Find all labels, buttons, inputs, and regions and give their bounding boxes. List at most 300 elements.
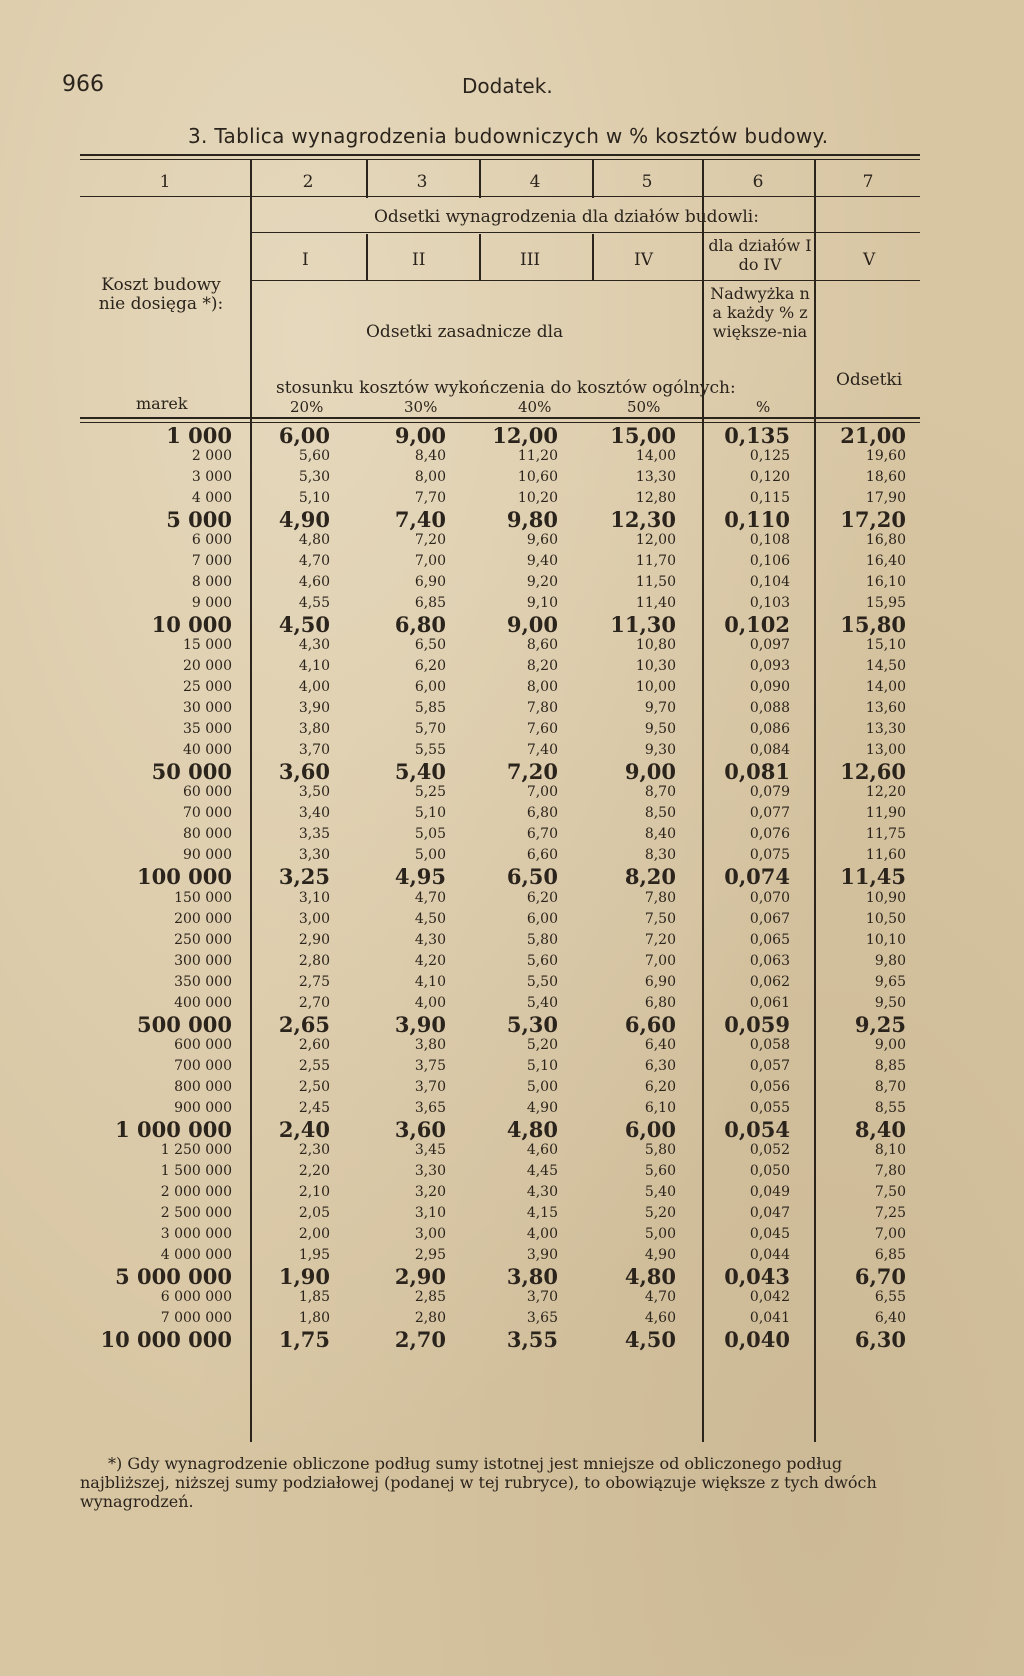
cell-surcharge: 0,081 bbox=[724, 759, 790, 785]
cell-div-i: 4,10 bbox=[298, 658, 330, 675]
cell-surcharge: 0,059 bbox=[724, 1011, 790, 1037]
cell-surcharge: 0,108 bbox=[749, 532, 790, 549]
cell-div-i: 3,25 bbox=[278, 864, 330, 890]
cell-div-iv: 6,60 bbox=[624, 1011, 676, 1037]
cell-div-i: 4,00 bbox=[298, 679, 330, 696]
cell-div-iv: 6,40 bbox=[644, 1036, 676, 1053]
cell-div-v: 11,60 bbox=[865, 847, 906, 864]
cell-div-iii: 8,00 bbox=[526, 679, 558, 696]
cell-div-v: 9,50 bbox=[874, 994, 906, 1011]
cell-div-iii: 3,80 bbox=[506, 1263, 558, 1289]
cell-div-ii: 6,85 bbox=[414, 595, 446, 612]
cell-div-iii: 7,00 bbox=[526, 784, 558, 801]
table-row bbox=[0, 574, 1024, 592]
cell-div-ii: 3,70 bbox=[414, 1078, 446, 1095]
cell-div-i: 2,40 bbox=[278, 1116, 330, 1142]
table-row bbox=[0, 595, 1024, 613]
cell-cost: 1 500 000 bbox=[160, 1162, 232, 1179]
cell-div-iv: 7,80 bbox=[644, 889, 676, 906]
cell-div-iii: 3,90 bbox=[526, 1246, 558, 1263]
cell-div-ii: 3,00 bbox=[414, 1225, 446, 1242]
running-head: Dodatek. bbox=[462, 74, 553, 98]
cell-div-ii: 3,65 bbox=[414, 1099, 446, 1116]
cell-div-ii: 2,90 bbox=[394, 1263, 446, 1289]
cell-div-iii: 6,70 bbox=[526, 826, 558, 843]
cell-div-ii: 2,95 bbox=[414, 1246, 446, 1263]
cell-div-iv: 12,80 bbox=[635, 490, 676, 507]
cell-div-v: 19,60 bbox=[865, 448, 906, 465]
cell-div-v: 13,60 bbox=[865, 700, 906, 717]
cell-cost: 8 000 bbox=[191, 574, 232, 591]
cell-div-v: 7,80 bbox=[874, 1162, 906, 1179]
cell-div-i: 5,10 bbox=[298, 490, 330, 507]
cell-surcharge: 0,074 bbox=[724, 864, 790, 890]
cell-div-i: 6,00 bbox=[278, 423, 330, 448]
cell-div-ii: 4,10 bbox=[414, 973, 446, 990]
cell-div-iv: 10,80 bbox=[635, 637, 676, 654]
cell-div-v: 8,70 bbox=[874, 1078, 906, 1095]
header-bottom-rule-1 bbox=[80, 417, 920, 419]
table-row bbox=[0, 423, 1024, 449]
cell-cost: 6 000 bbox=[191, 532, 232, 549]
cell-surcharge: 0,088 bbox=[749, 700, 790, 717]
table-row bbox=[0, 911, 1024, 929]
cell-div-ii: 5,40 bbox=[394, 759, 446, 785]
col6-top-label: dla działów I do IV bbox=[708, 236, 812, 274]
cell-div-v: 9,25 bbox=[854, 1011, 906, 1037]
cell-div-iv: 4,90 bbox=[644, 1246, 676, 1263]
cell-surcharge: 0,065 bbox=[749, 931, 790, 948]
table-row bbox=[0, 1142, 1024, 1160]
cell-div-v: 18,60 bbox=[865, 469, 906, 486]
cell-div-i: 1,95 bbox=[298, 1246, 330, 1263]
page-number: 966 bbox=[62, 72, 104, 97]
cell-div-i: 2,80 bbox=[298, 952, 330, 969]
cell-div-iii: 9,20 bbox=[526, 574, 558, 591]
cell-surcharge: 0,045 bbox=[749, 1225, 790, 1242]
cell-div-i: 3,40 bbox=[298, 805, 330, 822]
table-row bbox=[0, 1163, 1024, 1181]
cell-div-ii: 5,85 bbox=[414, 700, 446, 717]
cell-surcharge: 0,097 bbox=[749, 637, 790, 654]
cell-cost: 250 000 bbox=[174, 931, 232, 948]
cell-surcharge: 0,049 bbox=[749, 1183, 790, 1200]
cell-div-v: 8,55 bbox=[874, 1099, 906, 1116]
cell-surcharge: 0,075 bbox=[749, 847, 790, 864]
cell-div-ii: 7,40 bbox=[394, 507, 446, 533]
cell-div-iii: 8,20 bbox=[526, 658, 558, 675]
cell-cost: 700 000 bbox=[174, 1057, 232, 1074]
cell-div-iv: 6,00 bbox=[624, 1116, 676, 1142]
cell-div-v: 6,85 bbox=[874, 1246, 906, 1263]
cell-div-iii: 7,60 bbox=[526, 721, 558, 738]
cell-div-iii: 4,45 bbox=[526, 1162, 558, 1179]
cell-div-iv: 11,70 bbox=[635, 553, 676, 570]
cell-div-iv: 6,90 bbox=[644, 973, 676, 990]
cell-surcharge: 0,050 bbox=[749, 1162, 790, 1179]
cell-cost: 20 000 bbox=[183, 658, 232, 675]
cell-cost: 600 000 bbox=[174, 1036, 232, 1053]
table-row bbox=[0, 759, 1024, 785]
cell-div-iii: 3,55 bbox=[506, 1327, 558, 1352]
cell-div-v: 11,45 bbox=[840, 864, 906, 890]
cell-cost: 5 000 000 bbox=[115, 1263, 232, 1289]
cost-label: Koszt budowy nie dosięga *): bbox=[98, 275, 224, 314]
cell-div-i: 3,00 bbox=[298, 910, 330, 927]
column-number-3: 3 bbox=[416, 172, 428, 192]
cell-div-i: 3,30 bbox=[298, 847, 330, 864]
cell-surcharge: 0,104 bbox=[749, 574, 790, 591]
top-rule-2 bbox=[80, 159, 920, 160]
table-row bbox=[0, 1226, 1024, 1244]
cell-cost: 9 000 bbox=[191, 595, 232, 612]
cell-cost: 1 250 000 bbox=[160, 1141, 232, 1158]
cell-div-ii: 3,10 bbox=[414, 1204, 446, 1221]
cell-div-iii: 8,60 bbox=[526, 637, 558, 654]
cell-surcharge: 0,103 bbox=[749, 595, 790, 612]
cell-div-iv: 7,50 bbox=[644, 910, 676, 927]
cell-div-iii: 7,20 bbox=[506, 759, 558, 785]
cell-div-v: 16,10 bbox=[865, 574, 906, 591]
cell-div-v: 7,50 bbox=[874, 1183, 906, 1200]
cell-div-iv: 9,30 bbox=[644, 742, 676, 759]
cell-cost: 3 000 000 bbox=[160, 1225, 232, 1242]
cell-div-ii: 2,70 bbox=[394, 1327, 446, 1352]
cell-div-i: 3,35 bbox=[298, 826, 330, 843]
cell-surcharge: 0,043 bbox=[724, 1263, 790, 1289]
cell-div-iii: 6,20 bbox=[526, 889, 558, 906]
cell-div-v: 15,10 bbox=[865, 637, 906, 654]
cell-div-ii: 7,20 bbox=[414, 532, 446, 549]
cell-div-iv: 9,70 bbox=[644, 700, 676, 717]
cell-div-iv: 12,00 bbox=[635, 532, 676, 549]
cell-div-iv: 5,60 bbox=[644, 1162, 676, 1179]
table-row bbox=[0, 700, 1024, 718]
cell-div-ii: 5,25 bbox=[414, 784, 446, 801]
cell-div-iv: 5,00 bbox=[644, 1225, 676, 1242]
cell-div-iii: 6,50 bbox=[506, 864, 558, 890]
cell-div-iii: 5,60 bbox=[526, 952, 558, 969]
cell-surcharge: 0,055 bbox=[749, 1099, 790, 1116]
cell-div-i: 2,30 bbox=[298, 1141, 330, 1158]
table-row bbox=[0, 864, 1024, 890]
cell-div-iv: 12,30 bbox=[610, 507, 676, 533]
cell-surcharge: 0,106 bbox=[749, 553, 790, 570]
cell-div-iii: 9,60 bbox=[526, 532, 558, 549]
cell-cost: 7 000 bbox=[191, 553, 232, 570]
cell-div-iii: 7,80 bbox=[526, 700, 558, 717]
table-row bbox=[0, 1037, 1024, 1055]
cell-div-ii: 5,05 bbox=[414, 826, 446, 843]
cell-surcharge: 0,090 bbox=[749, 679, 790, 696]
cell-div-iii: 5,80 bbox=[526, 931, 558, 948]
cell-cost: 3 000 bbox=[191, 469, 232, 486]
percent-40: 40% bbox=[518, 398, 552, 416]
cell-cost: 1 000 000 bbox=[115, 1116, 232, 1142]
cell-div-ii: 4,70 bbox=[414, 889, 446, 906]
column-number-rule bbox=[80, 196, 920, 197]
cell-div-i: 4,70 bbox=[298, 553, 330, 570]
cell-div-iv: 7,20 bbox=[644, 931, 676, 948]
cell-surcharge: 0,093 bbox=[749, 658, 790, 675]
cell-surcharge: 0,058 bbox=[749, 1036, 790, 1053]
cell-cost: 70 000 bbox=[183, 805, 232, 822]
cell-div-v: 8,40 bbox=[854, 1116, 906, 1142]
percent-50: 50% bbox=[627, 398, 661, 416]
surcharge-label: Nadwyżka na każdy % zwiększe-nia bbox=[710, 284, 810, 341]
cell-div-v: 12,60 bbox=[840, 759, 906, 785]
cell-surcharge: 0,070 bbox=[749, 889, 790, 906]
cell-cost: 10 000 000 bbox=[100, 1327, 232, 1352]
cell-div-iii: 5,30 bbox=[506, 1011, 558, 1037]
group-heading: Odsetki wynagrodzenia dla działów budowli: bbox=[374, 207, 759, 227]
cell-surcharge: 0,063 bbox=[749, 952, 790, 969]
cell-div-iii: 3,65 bbox=[526, 1309, 558, 1326]
table-row bbox=[0, 532, 1024, 550]
cell-div-iii: 9,10 bbox=[526, 595, 558, 612]
cell-cost: 4 000 bbox=[191, 490, 232, 507]
table-row bbox=[0, 1012, 1024, 1038]
cell-cost: 5 000 bbox=[166, 507, 232, 533]
cell-div-iv: 10,00 bbox=[635, 679, 676, 696]
cell-div-i: 2,50 bbox=[298, 1078, 330, 1095]
cell-div-iii: 9,40 bbox=[526, 553, 558, 570]
cell-div-v: 21,00 bbox=[840, 423, 906, 448]
cell-div-ii: 3,30 bbox=[414, 1162, 446, 1179]
cell-div-i: 2,20 bbox=[298, 1162, 330, 1179]
cell-div-iv: 15,00 bbox=[610, 423, 676, 448]
table-row bbox=[0, 1205, 1024, 1223]
cell-div-iii: 4,00 bbox=[526, 1225, 558, 1242]
cell-surcharge: 0,054 bbox=[724, 1116, 790, 1142]
cell-div-v: 8,10 bbox=[874, 1141, 906, 1158]
percent-sign: % bbox=[756, 398, 771, 416]
group-heading-rule bbox=[250, 232, 920, 233]
cell-div-v: 17,20 bbox=[840, 507, 906, 533]
cell-div-iii: 5,50 bbox=[526, 973, 558, 990]
table-row bbox=[0, 784, 1024, 802]
cell-div-i: 2,75 bbox=[298, 973, 330, 990]
cell-div-iv: 8,50 bbox=[644, 805, 676, 822]
cell-surcharge: 0,084 bbox=[749, 742, 790, 759]
cell-div-iii: 6,60 bbox=[526, 847, 558, 864]
cell-div-iv: 8,70 bbox=[644, 784, 676, 801]
ratio-line: stosunku kosztów wykończenia do kosztów ogólnych: bbox=[276, 378, 736, 398]
cell-surcharge: 0,110 bbox=[724, 507, 790, 533]
cell-div-iii: 10,60 bbox=[517, 469, 558, 486]
cell-div-ii: 6,80 bbox=[394, 612, 446, 638]
cell-div-ii: 6,50 bbox=[414, 637, 446, 654]
cell-div-v: 17,90 bbox=[865, 490, 906, 507]
cell-div-ii: 4,30 bbox=[414, 931, 446, 948]
cell-div-i: 2,90 bbox=[298, 931, 330, 948]
cell-div-v: 6,40 bbox=[874, 1309, 906, 1326]
currency-label: marek bbox=[136, 394, 188, 413]
cell-div-ii: 7,00 bbox=[414, 553, 446, 570]
top-rule-1 bbox=[80, 154, 920, 156]
cell-div-ii: 3,20 bbox=[414, 1183, 446, 1200]
cell-div-iv: 6,80 bbox=[644, 994, 676, 1011]
table-row bbox=[0, 469, 1024, 487]
cell-cost: 800 000 bbox=[174, 1078, 232, 1095]
cell-cost: 7 000 000 bbox=[160, 1309, 232, 1326]
table-row bbox=[0, 826, 1024, 844]
cell-surcharge: 0,042 bbox=[749, 1288, 790, 1305]
cell-div-iii: 4,60 bbox=[526, 1141, 558, 1158]
division-iii: III bbox=[520, 250, 541, 270]
cell-cost: 4 000 000 bbox=[160, 1246, 232, 1263]
cell-cost: 350 000 bbox=[174, 973, 232, 990]
cell-div-ii: 3,75 bbox=[414, 1057, 446, 1074]
cell-surcharge: 0,077 bbox=[749, 805, 790, 822]
cell-div-v: 11,90 bbox=[865, 805, 906, 822]
cell-cost: 100 000 bbox=[137, 864, 232, 890]
table-row bbox=[0, 1289, 1024, 1307]
percent-20: 20% bbox=[290, 398, 324, 416]
cell-div-iii: 4,90 bbox=[526, 1099, 558, 1116]
cell-div-ii: 8,00 bbox=[414, 469, 446, 486]
cell-div-i: 3,70 bbox=[298, 742, 330, 759]
cell-div-iii: 9,00 bbox=[506, 612, 558, 638]
table-row bbox=[0, 658, 1024, 676]
cell-div-iii: 5,10 bbox=[526, 1057, 558, 1074]
table-row bbox=[0, 637, 1024, 655]
col7-label: Odsetki bbox=[836, 370, 903, 390]
cell-div-ii: 6,00 bbox=[414, 679, 446, 696]
column-number-6: 6 bbox=[752, 172, 764, 192]
cell-div-iii: 4,15 bbox=[526, 1204, 558, 1221]
cell-div-v: 6,30 bbox=[854, 1327, 906, 1352]
cell-div-v: 10,90 bbox=[865, 889, 906, 906]
table-row bbox=[0, 1247, 1024, 1265]
cell-div-iii: 11,20 bbox=[517, 448, 558, 465]
cell-div-i: 3,60 bbox=[278, 759, 330, 785]
cell-cost: 30 000 bbox=[183, 700, 232, 717]
cell-div-iv: 5,80 bbox=[644, 1141, 676, 1158]
cell-div-iv: 8,30 bbox=[644, 847, 676, 864]
cell-div-i: 4,90 bbox=[278, 507, 330, 533]
cell-div-v: 6,70 bbox=[854, 1263, 906, 1289]
cell-div-v: 16,40 bbox=[865, 553, 906, 570]
division-rule-3 bbox=[479, 234, 481, 280]
table-row bbox=[0, 1327, 1024, 1353]
cell-surcharge: 0,135 bbox=[724, 423, 790, 448]
cell-cost: 60 000 bbox=[183, 784, 232, 801]
cell-div-iv: 9,00 bbox=[624, 759, 676, 785]
cell-surcharge: 0,120 bbox=[749, 469, 790, 486]
column-number-2: 2 bbox=[302, 172, 314, 192]
table-row bbox=[0, 1079, 1024, 1097]
table-row bbox=[0, 932, 1024, 950]
cell-div-iii: 4,30 bbox=[526, 1183, 558, 1200]
cell-div-iv: 5,20 bbox=[644, 1204, 676, 1221]
cell-div-ii: 2,85 bbox=[414, 1288, 446, 1305]
cell-div-v: 15,95 bbox=[865, 595, 906, 612]
cell-div-v: 14,00 bbox=[865, 679, 906, 696]
cell-div-ii: 2,80 bbox=[414, 1309, 446, 1326]
cell-div-i: 4,30 bbox=[298, 637, 330, 654]
cell-div-v: 7,25 bbox=[874, 1204, 906, 1221]
cell-div-iv: 5,40 bbox=[644, 1183, 676, 1200]
cell-div-i: 3,10 bbox=[298, 889, 330, 906]
cell-div-iv: 14,00 bbox=[635, 448, 676, 465]
cell-div-ii: 3,60 bbox=[394, 1116, 446, 1142]
division-rule-4 bbox=[592, 234, 594, 280]
division-iv: IV bbox=[634, 250, 653, 270]
cell-div-ii: 3,80 bbox=[414, 1036, 446, 1053]
cell-div-ii: 5,70 bbox=[414, 721, 446, 738]
cell-div-i: 1,90 bbox=[278, 1263, 330, 1289]
cell-cost: 15 000 bbox=[183, 637, 232, 654]
table-title: 3. Tablica wynagrodzenia budowniczych w % kosztów budowy. bbox=[188, 124, 829, 148]
column-rule-2 bbox=[366, 160, 368, 198]
cell-div-v: 6,55 bbox=[874, 1288, 906, 1305]
cell-div-iii: 5,40 bbox=[526, 994, 558, 1011]
cell-div-v: 7,00 bbox=[874, 1225, 906, 1242]
cell-surcharge: 0,086 bbox=[749, 721, 790, 738]
cell-surcharge: 0,041 bbox=[749, 1309, 790, 1326]
cell-div-i: 4,60 bbox=[298, 574, 330, 591]
cell-surcharge: 0,044 bbox=[749, 1246, 790, 1263]
table-row bbox=[0, 1184, 1024, 1202]
cell-div-i: 4,50 bbox=[278, 612, 330, 638]
cell-surcharge: 0,061 bbox=[749, 994, 790, 1011]
cell-cost: 200 000 bbox=[174, 910, 232, 927]
cell-div-iv: 10,30 bbox=[635, 658, 676, 675]
cell-cost: 6 000 000 bbox=[160, 1288, 232, 1305]
table-row bbox=[0, 805, 1024, 823]
cell-div-i: 4,80 bbox=[298, 532, 330, 549]
cell-div-v: 13,00 bbox=[865, 742, 906, 759]
table-row bbox=[0, 1264, 1024, 1290]
cell-div-v: 12,20 bbox=[865, 784, 906, 801]
cell-div-ii: 9,00 bbox=[394, 423, 446, 448]
column-number-4: 4 bbox=[529, 172, 541, 192]
cell-cost: 40 000 bbox=[183, 742, 232, 759]
cell-div-i: 1,80 bbox=[298, 1309, 330, 1326]
cell-div-v: 10,50 bbox=[865, 910, 906, 927]
cell-div-iv: 11,40 bbox=[635, 595, 676, 612]
cell-div-iv: 11,50 bbox=[635, 574, 676, 591]
table-row bbox=[0, 974, 1024, 992]
cell-div-iii: 4,80 bbox=[506, 1116, 558, 1142]
cell-div-i: 3,80 bbox=[298, 721, 330, 738]
column-number-5: 5 bbox=[641, 172, 653, 192]
column-rule-4 bbox=[592, 160, 594, 198]
cell-div-iii: 9,80 bbox=[506, 507, 558, 533]
cell-div-ii: 6,20 bbox=[414, 658, 446, 675]
table-row bbox=[0, 1058, 1024, 1076]
cell-div-v: 8,85 bbox=[874, 1057, 906, 1074]
cell-div-i: 3,50 bbox=[298, 784, 330, 801]
cell-div-v: 10,10 bbox=[865, 931, 906, 948]
cell-div-i: 5,30 bbox=[298, 469, 330, 486]
cell-div-ii: 3,45 bbox=[414, 1141, 446, 1158]
cell-cost: 80 000 bbox=[183, 826, 232, 843]
cell-div-iii: 5,00 bbox=[526, 1078, 558, 1095]
cell-div-i: 2,05 bbox=[298, 1204, 330, 1221]
cell-div-iv: 6,10 bbox=[644, 1099, 676, 1116]
cell-cost: 90 000 bbox=[183, 847, 232, 864]
cell-div-ii: 3,90 bbox=[394, 1011, 446, 1037]
cell-surcharge: 0,076 bbox=[749, 826, 790, 843]
table-row bbox=[0, 890, 1024, 908]
cell-cost: 1 000 bbox=[166, 423, 232, 448]
column-rule-3 bbox=[479, 160, 481, 198]
cell-surcharge: 0,067 bbox=[749, 910, 790, 927]
cell-div-iv: 8,40 bbox=[644, 826, 676, 843]
cell-cost: 2 000 000 bbox=[160, 1183, 232, 1200]
